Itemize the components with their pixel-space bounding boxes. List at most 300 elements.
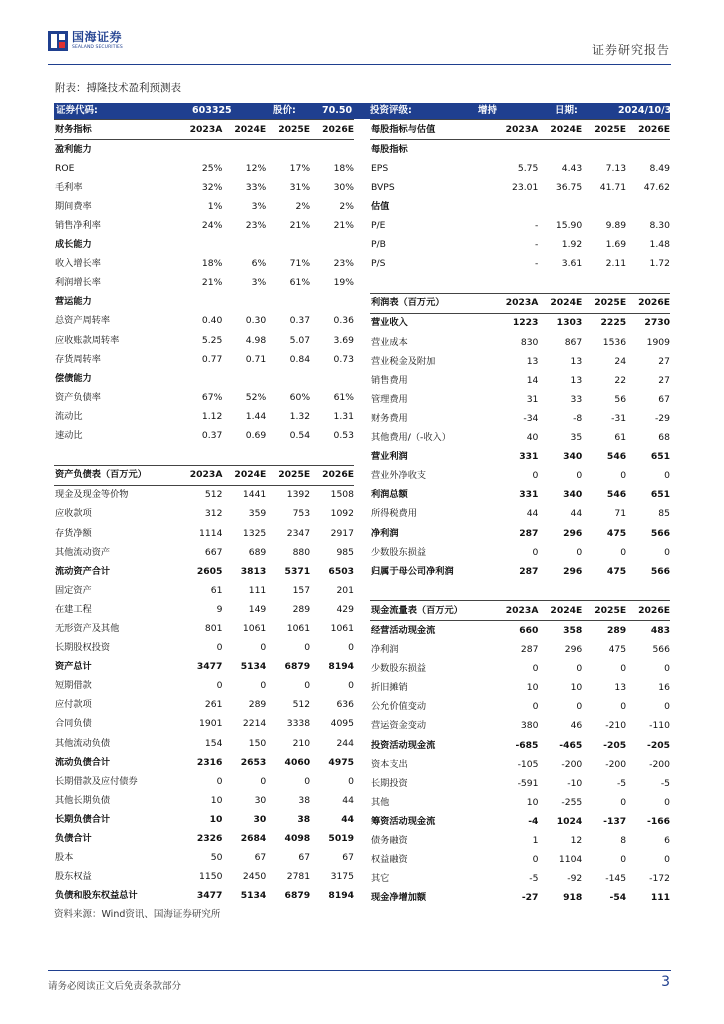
section-row <box>370 197 670 216</box>
row-value <box>626 197 670 216</box>
row-label: BVPS <box>371 181 395 193</box>
row-value: 1508 <box>330 489 354 501</box>
table-row <box>370 255 670 274</box>
spacer-row <box>370 274 670 293</box>
row-value: -8 <box>573 412 583 424</box>
row-value: 12% <box>245 162 267 174</box>
row-value: 38 <box>297 813 311 825</box>
row-label: 成长能力 <box>55 239 92 251</box>
row-value: 13 <box>526 355 539 367</box>
row-value: - <box>535 220 539 232</box>
row-value: 667 <box>204 546 223 558</box>
row-label: 短期借款 <box>55 680 92 692</box>
row-value: 46 <box>570 720 583 732</box>
row-value: -5 <box>616 777 627 789</box>
table-row <box>54 887 354 906</box>
row-value: -29 <box>654 412 670 424</box>
row-label: 应收款项 <box>55 508 92 520</box>
row-value <box>582 581 626 600</box>
row-value: 660 <box>519 624 539 636</box>
year-header: 2023A <box>495 601 539 621</box>
row-value: 985 <box>336 546 354 558</box>
table-header-row <box>370 120 670 140</box>
row-value: 1.44 <box>245 410 267 422</box>
row-value: 23.01 <box>512 181 539 193</box>
row-value: 636 <box>336 699 354 711</box>
table-row <box>370 698 670 717</box>
row-value: 5.25 <box>201 334 223 346</box>
row-value: 5.07 <box>289 334 311 346</box>
row-value: 3% <box>251 200 267 212</box>
table-row <box>54 600 354 619</box>
row-value: 2730 <box>644 317 670 329</box>
row-value: 4060 <box>284 756 311 768</box>
year-header: 2024E <box>222 120 266 140</box>
row-value: 13 <box>570 374 583 386</box>
row-value: 61% <box>333 391 354 403</box>
table-header-row <box>370 293 670 313</box>
row-value: -54 <box>609 892 627 904</box>
row-value: 1114 <box>199 527 223 539</box>
table-row <box>54 581 354 600</box>
row-value: 0 <box>576 701 583 713</box>
row-label: 估值 <box>371 200 390 212</box>
row-value: 287 <box>519 527 539 539</box>
report-type: 证券研究报告 <box>591 43 670 57</box>
row-value: 0.36 <box>333 315 354 327</box>
rating-label: 投资评级: <box>370 105 412 116</box>
row-value: -4 <box>528 815 539 827</box>
table-row <box>370 390 670 409</box>
row-value: 0.40 <box>201 315 223 327</box>
table-header-row <box>54 120 354 140</box>
row-value: 0 <box>304 680 311 692</box>
row-label: 其他流动资产 <box>55 546 111 558</box>
row-value <box>222 140 266 160</box>
row-value: 429 <box>336 603 354 615</box>
row-label: 营业外净收支 <box>371 470 427 482</box>
table-row <box>54 734 354 753</box>
row-value: 651 <box>650 489 670 501</box>
row-value <box>310 293 354 312</box>
row-value: 296 <box>563 527 583 539</box>
table-row <box>54 216 354 235</box>
row-value: 0 <box>304 642 311 654</box>
row-value: 475 <box>606 565 627 577</box>
row-value: 18% <box>201 258 223 270</box>
row-value: 32% <box>201 181 223 193</box>
row-value: 85 <box>658 508 670 520</box>
section-row <box>54 140 354 160</box>
row-value: 44 <box>570 508 583 520</box>
row-value: -200 <box>649 758 670 770</box>
row-value: 1303 <box>556 317 583 329</box>
row-value: -137 <box>603 815 627 827</box>
row-value: 10 <box>570 682 583 694</box>
row-label <box>54 446 178 465</box>
table-row <box>370 851 670 870</box>
year-header: 2025E <box>582 120 626 140</box>
row-value: 2653 <box>240 756 267 768</box>
row-value: 44 <box>341 813 354 825</box>
row-label: 总资产周转率 <box>55 315 111 327</box>
row-value <box>494 274 538 293</box>
table-row <box>54 868 354 887</box>
row-value: 4975 <box>328 756 354 768</box>
year-header: 2025E <box>582 293 626 313</box>
row-label: 盈利能力 <box>55 143 92 155</box>
row-value: 56 <box>614 393 627 405</box>
row-value: -210 <box>605 720 627 732</box>
row-value: 512 <box>204 489 223 501</box>
row-label: 权益融资 <box>371 854 408 866</box>
row-value: 1061 <box>286 622 311 634</box>
row-value: 2% <box>295 200 311 212</box>
row-value: 71% <box>289 258 311 270</box>
row-value <box>310 140 354 160</box>
row-value: 289 <box>606 624 627 636</box>
row-value <box>538 197 582 216</box>
row-value: 1325 <box>242 527 267 539</box>
row-value <box>178 236 222 255</box>
row-value: 331 <box>519 489 539 501</box>
row-label: 资本支出 <box>371 758 408 770</box>
year-header: 2025E <box>582 601 626 621</box>
row-value: 1.32 <box>289 410 311 422</box>
company-logo <box>48 30 128 54</box>
row-label: 财务费用 <box>371 412 408 424</box>
row-value: 358 <box>563 624 583 636</box>
row-value: 157 <box>292 584 311 596</box>
row-label: 存货净额 <box>55 527 92 539</box>
row-value: - <box>535 239 539 251</box>
stock-info-bar <box>54 103 678 119</box>
row-label: 流动负债合计 <box>55 756 111 768</box>
table-row <box>370 641 670 660</box>
source-note: 资料来源：Wind资讯、国海证券研究所 <box>54 909 221 920</box>
row-value <box>494 197 538 216</box>
code-label: 证券代码: <box>56 105 98 116</box>
table-row <box>370 793 670 812</box>
row-value: 0 <box>664 663 670 675</box>
row-label: P/S <box>371 258 386 270</box>
row-value: 3813 <box>240 565 267 577</box>
row-value: 1.31 <box>333 410 354 422</box>
row-value: 1.48 <box>649 239 670 251</box>
row-value: 2214 <box>242 718 267 730</box>
row-label: 固定资产 <box>55 584 92 596</box>
row-value: 1223 <box>512 317 539 329</box>
row-label: 毛利率 <box>55 181 83 193</box>
row-value: 10 <box>526 682 539 694</box>
row-value: 201 <box>336 584 354 596</box>
row-value: - <box>535 258 539 270</box>
table-row <box>54 524 354 543</box>
row-value: -200 <box>561 758 583 770</box>
row-value: 6% <box>251 258 267 270</box>
forecast-table <box>54 103 678 908</box>
row-value: 651 <box>650 451 670 463</box>
row-value: 210 <box>292 737 311 749</box>
row-value <box>222 236 266 255</box>
row-value: -145 <box>605 873 627 885</box>
table-row <box>370 812 670 831</box>
row-value: 8.30 <box>649 220 670 232</box>
row-value: 15.90 <box>555 220 583 232</box>
table-row <box>54 619 354 638</box>
table-row <box>54 255 354 274</box>
row-value: 21% <box>333 220 354 232</box>
year-header: 2023A <box>495 293 539 313</box>
row-value: 30% <box>333 181 354 193</box>
row-label: ROE <box>55 162 75 174</box>
table-caption: 附表：搏隆技术盈利预测表 <box>55 82 181 94</box>
row-value: 36.75 <box>555 181 583 193</box>
row-value: 5134 <box>240 661 267 673</box>
row-label: 公允价值变动 <box>371 701 427 713</box>
row-value: 4098 <box>284 833 311 845</box>
row-value: 44 <box>342 794 354 806</box>
row-value: 1061 <box>242 622 267 634</box>
row-value: 21% <box>201 277 223 289</box>
cash-flow-table <box>370 600 670 908</box>
table-header-row <box>54 465 354 485</box>
table-row <box>54 829 354 848</box>
row-label: 长期借款及应付债券 <box>55 775 138 787</box>
table-row <box>370 774 670 793</box>
row-label: 利润总额 <box>371 489 408 501</box>
row-value <box>310 369 354 388</box>
year-header: 2026E <box>310 465 354 485</box>
row-value: 18% <box>333 162 354 174</box>
row-value: 0.71 <box>245 353 267 365</box>
row-value: 52% <box>245 391 267 403</box>
row-label: 存货周转率 <box>55 353 101 365</box>
row-label: 净利润 <box>371 644 399 656</box>
row-value: 0 <box>620 470 627 482</box>
row-value: 0 <box>664 701 670 713</box>
row-value: 0 <box>532 663 539 675</box>
row-value: 9 <box>216 603 223 615</box>
row-value <box>538 140 582 160</box>
disclaimer: 请务必阅读正文后免责条款部分 <box>48 981 182 992</box>
row-label: 在建工程 <box>55 603 92 615</box>
row-value: 61 <box>614 432 627 444</box>
row-value: -205 <box>603 739 627 751</box>
logo-text-en: SEALAND SECURITIES <box>72 45 123 50</box>
row-value: 25% <box>201 162 223 174</box>
balance-sheet-table <box>54 465 354 906</box>
row-label: 流动比 <box>55 410 83 422</box>
row-value: 23% <box>245 220 267 232</box>
row-value: 3.61 <box>561 258 583 270</box>
row-value: 2684 <box>240 833 267 845</box>
income-statement-table <box>370 293 670 601</box>
row-label: 其他 <box>371 796 390 808</box>
row-value: 0.30 <box>245 315 267 327</box>
row-value: 287 <box>520 644 539 656</box>
row-value: 0.77 <box>201 353 223 365</box>
row-value: 8 <box>620 835 627 847</box>
row-label: 营运能力 <box>55 296 92 308</box>
row-label: 资产负债率 <box>55 391 101 403</box>
row-label: 营业利润 <box>371 451 408 463</box>
row-value: 1 <box>532 835 539 847</box>
row-value: 27 <box>658 374 670 386</box>
row-value <box>266 369 310 388</box>
row-value: -110 <box>649 720 670 732</box>
row-value: 3338 <box>286 718 311 730</box>
row-label: 应付款项 <box>55 699 92 711</box>
row-value: 0 <box>216 775 223 787</box>
row-value: 0 <box>620 546 627 558</box>
row-value: 71 <box>614 508 627 520</box>
row-value <box>222 369 266 388</box>
row-value: 16 <box>658 682 670 694</box>
table-row <box>54 505 354 524</box>
table-row <box>370 889 670 908</box>
row-value: 1% <box>207 200 223 212</box>
row-value: 12 <box>570 835 583 847</box>
row-value <box>178 369 222 388</box>
row-value: 3.69 <box>333 334 354 346</box>
row-value <box>495 581 539 600</box>
row-value: 0 <box>260 680 267 692</box>
table-row <box>54 639 354 658</box>
row-value: 44 <box>526 508 539 520</box>
table-row <box>54 407 354 426</box>
row-label: 其它 <box>371 873 390 885</box>
year-header: 2025E <box>266 465 310 485</box>
row-value <box>310 236 354 255</box>
table-title: 资产负债表（百万元） <box>54 465 179 485</box>
row-value: 0 <box>576 546 583 558</box>
row-label: 筹资活动现金流 <box>371 815 436 827</box>
row-value: 867 <box>564 336 583 348</box>
table-row <box>370 216 670 235</box>
financial-indicators-table <box>54 119 354 465</box>
row-value: 0 <box>348 680 354 692</box>
row-value: 261 <box>204 699 223 711</box>
table-row <box>370 448 670 467</box>
year-header: 2026E <box>310 120 354 140</box>
row-label: 负债和股东权益总计 <box>55 890 138 902</box>
table-row <box>54 197 354 216</box>
row-value: 2450 <box>242 871 267 883</box>
row-value: -92 <box>567 873 583 885</box>
row-label: 股本 <box>55 852 74 864</box>
row-value: 1.12 <box>201 410 223 422</box>
row-value: 1441 <box>242 489 267 501</box>
header-divider <box>48 64 671 65</box>
row-value: 149 <box>248 603 267 615</box>
row-label: P/B <box>371 239 386 251</box>
row-value: 0 <box>260 642 267 654</box>
code-value: 603325 <box>192 105 232 116</box>
row-value: 10 <box>209 813 223 825</box>
row-value <box>178 446 222 465</box>
row-value: 3477 <box>196 890 223 902</box>
row-value: 4.98 <box>245 334 267 346</box>
row-value: 21% <box>289 220 311 232</box>
table-row <box>54 849 354 868</box>
table-row <box>370 831 670 850</box>
table-title: 财务指标 <box>54 120 178 140</box>
row-value: 31 <box>526 393 539 405</box>
row-value: 2316 <box>196 756 223 768</box>
table-row <box>54 485 354 505</box>
row-value: 31% <box>289 181 311 193</box>
row-value: 566 <box>650 565 670 577</box>
row-value: 0 <box>532 701 539 713</box>
row-value <box>266 236 310 255</box>
row-value: 483 <box>650 624 670 636</box>
date-value: 2024/10/30 <box>618 105 678 116</box>
year-header: 2024E <box>538 601 582 621</box>
year-header: 2026E <box>626 601 670 621</box>
table-row <box>54 159 354 178</box>
row-value: 0 <box>620 854 627 866</box>
row-value: 918 <box>563 892 583 904</box>
row-value <box>582 197 626 216</box>
row-value <box>626 274 670 293</box>
row-value: 154 <box>204 737 223 749</box>
section-row <box>54 293 354 312</box>
row-value: 30 <box>254 794 267 806</box>
table-row <box>54 715 354 734</box>
row-value: 0 <box>664 854 670 866</box>
row-value: 22 <box>614 374 627 386</box>
year-header: 2023A <box>179 465 223 485</box>
row-label: 负债合计 <box>55 833 92 845</box>
row-value: 880 <box>292 546 311 558</box>
row-value: 1909 <box>646 336 670 348</box>
table-row <box>54 810 354 829</box>
row-value: 0 <box>216 642 223 654</box>
table-row <box>370 660 670 679</box>
row-value: 7.13 <box>605 162 627 174</box>
row-value: -166 <box>647 815 670 827</box>
row-label: 资产总计 <box>55 661 92 673</box>
row-value <box>178 293 222 312</box>
row-value: 1.72 <box>649 258 670 270</box>
page-header <box>0 0 724 64</box>
row-label: 应收账款周转率 <box>55 334 120 346</box>
row-value: 6879 <box>284 890 311 902</box>
row-label: 收入增长率 <box>55 258 101 270</box>
row-value: 40 <box>526 432 539 444</box>
per-share-valuation-table <box>370 119 670 293</box>
row-value: 67 <box>342 852 354 864</box>
row-value <box>626 581 670 600</box>
table-row <box>370 467 670 486</box>
row-value: 2605 <box>196 565 223 577</box>
row-value: 150 <box>248 737 267 749</box>
row-value: 1092 <box>330 508 354 520</box>
row-label: 利润增长率 <box>55 277 101 289</box>
row-label: 速动比 <box>55 430 83 442</box>
right-column <box>370 119 670 908</box>
row-value: 475 <box>606 527 627 539</box>
row-label: EPS <box>371 162 389 174</box>
row-value: 475 <box>608 644 627 656</box>
row-value: -465 <box>559 739 583 751</box>
row-value <box>626 140 670 160</box>
section-row <box>370 140 670 160</box>
row-value: 801 <box>204 622 223 634</box>
logo-mark-icon <box>48 31 68 51</box>
row-label: 营运资金变动 <box>371 720 427 732</box>
